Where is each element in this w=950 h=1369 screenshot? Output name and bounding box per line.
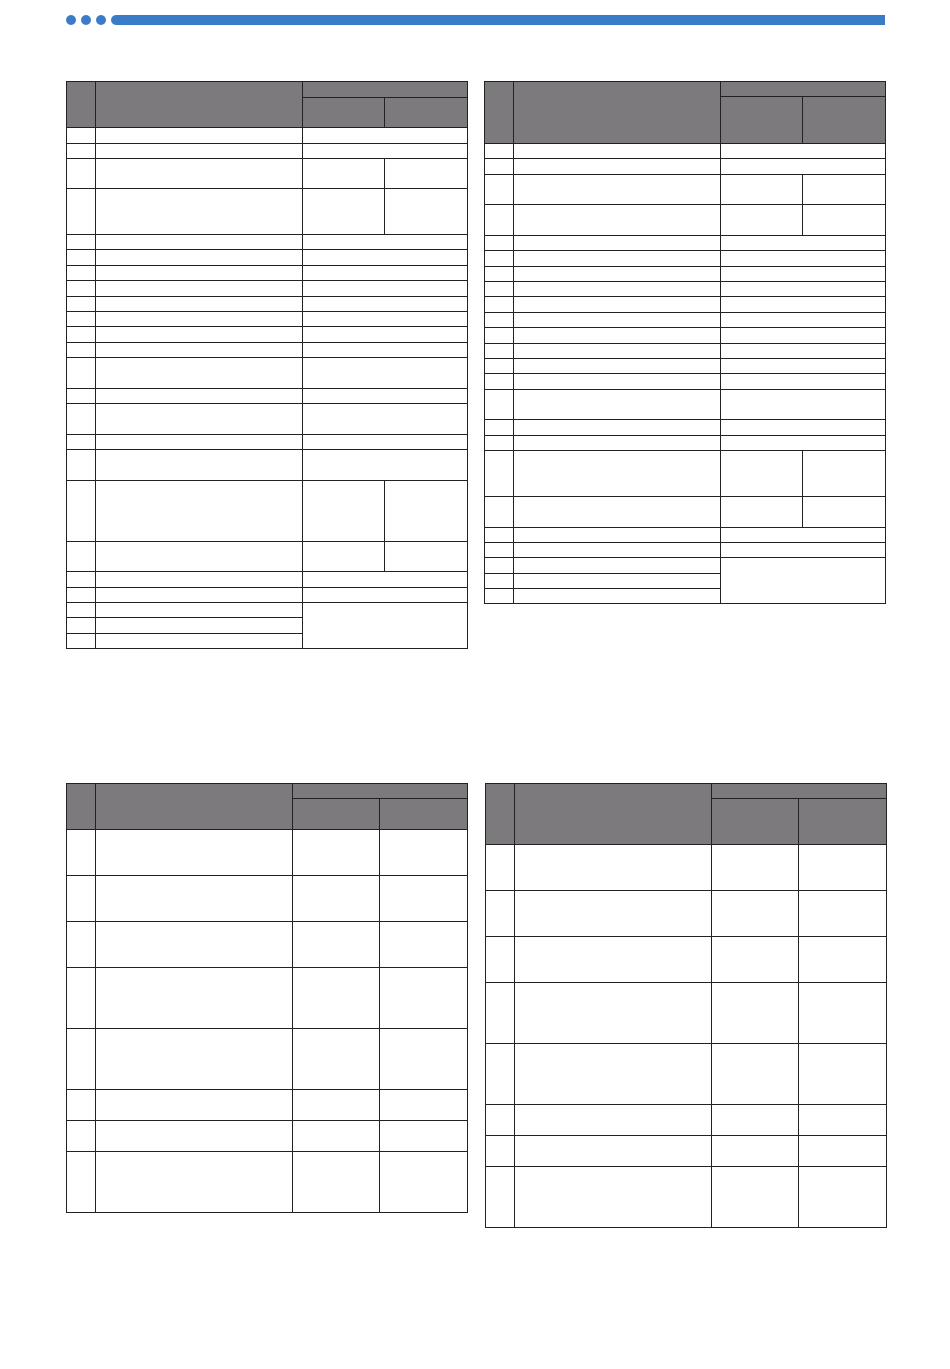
- header-group-cell: [303, 82, 468, 98]
- table-row: [485, 497, 886, 528]
- table-row: [486, 983, 887, 1044]
- table-row: [67, 343, 468, 358]
- table-row: [485, 282, 886, 297]
- table-row: [485, 267, 886, 282]
- table-row: [67, 922, 468, 968]
- table-row: [67, 968, 468, 1029]
- header-decoration: [66, 13, 886, 27]
- header-group-cell: [721, 82, 886, 97]
- table-row: [67, 266, 468, 281]
- header-dot: [66, 15, 76, 25]
- table-row: [67, 876, 468, 922]
- header-number-cell: [485, 82, 514, 144]
- table-row: [67, 1090, 468, 1121]
- header-accent-bar: [111, 15, 885, 25]
- table-row: [485, 344, 886, 359]
- table-row: [67, 144, 468, 159]
- header-sub-cell: [385, 98, 468, 128]
- table-row: [485, 159, 886, 175]
- table-row: [67, 312, 468, 327]
- table-row: [67, 588, 468, 603]
- table-row: [67, 297, 468, 312]
- table-row: [67, 572, 468, 588]
- table-row: [486, 1136, 887, 1167]
- spec-table-top-right: [484, 81, 886, 604]
- table-row: [485, 175, 886, 205]
- table-row: [67, 159, 468, 189]
- table-row: [486, 845, 887, 891]
- table-row: [67, 389, 468, 404]
- header-group-cell: [712, 784, 887, 799]
- table-row: [485, 528, 886, 543]
- table-row: [67, 358, 468, 389]
- table-row: [67, 450, 468, 481]
- table-row: [485, 543, 886, 558]
- table-row: [67, 235, 468, 250]
- header-sub-cell: [380, 799, 468, 830]
- table-row: [67, 542, 468, 572]
- header-sub-cell: [293, 799, 380, 830]
- table-row: [486, 1167, 887, 1228]
- table-row: [67, 481, 468, 542]
- header-dot: [81, 15, 91, 25]
- header-item-cell: [96, 784, 293, 830]
- table-row: [485, 313, 886, 328]
- header-sub-cell: [803, 97, 886, 144]
- table-row: [485, 374, 886, 390]
- table-row: [486, 1105, 887, 1136]
- header-item-cell: [96, 82, 303, 128]
- table-row: [67, 250, 468, 266]
- table-row: [485, 251, 886, 267]
- table-row: [485, 205, 886, 236]
- header-sub-cell: [721, 97, 803, 144]
- table-row: [67, 603, 468, 618]
- table-row: [485, 297, 886, 313]
- table-row: [485, 558, 886, 574]
- table-row: [67, 1152, 468, 1213]
- header-sub-cell: [712, 799, 799, 845]
- header-sub-cell: [303, 98, 385, 128]
- table-row: [67, 435, 468, 450]
- table-row: [486, 891, 887, 937]
- table-row: [67, 128, 468, 144]
- header-item-cell: [515, 784, 712, 845]
- table-row: [67, 281, 468, 297]
- spec-table-top-left: [66, 81, 468, 649]
- header-number-cell: [486, 784, 515, 845]
- header-dot: [96, 15, 106, 25]
- table-row: [485, 328, 886, 344]
- table-row: [485, 390, 886, 420]
- table-row: [67, 404, 468, 435]
- table-row: [485, 420, 886, 436]
- table-row: [485, 451, 886, 497]
- table-row: [67, 327, 468, 343]
- table-row: [485, 359, 886, 374]
- table-row: [486, 1044, 887, 1105]
- table-row: [485, 436, 886, 451]
- header-sub-cell: [799, 799, 887, 845]
- spec-table-bottom-left: [66, 783, 468, 1213]
- table-row: [67, 1029, 468, 1090]
- header-number-cell: [67, 82, 96, 128]
- header-number-cell: [67, 784, 96, 830]
- table-row: [485, 236, 886, 251]
- table-row: [67, 189, 468, 235]
- table-row: [486, 937, 887, 983]
- table-row: [485, 144, 886, 159]
- table-row: [67, 830, 468, 876]
- table-row: [67, 1121, 468, 1152]
- spec-table-bottom-right: [485, 783, 887, 1228]
- header-item-cell: [514, 82, 721, 144]
- header-group-cell: [293, 784, 468, 799]
